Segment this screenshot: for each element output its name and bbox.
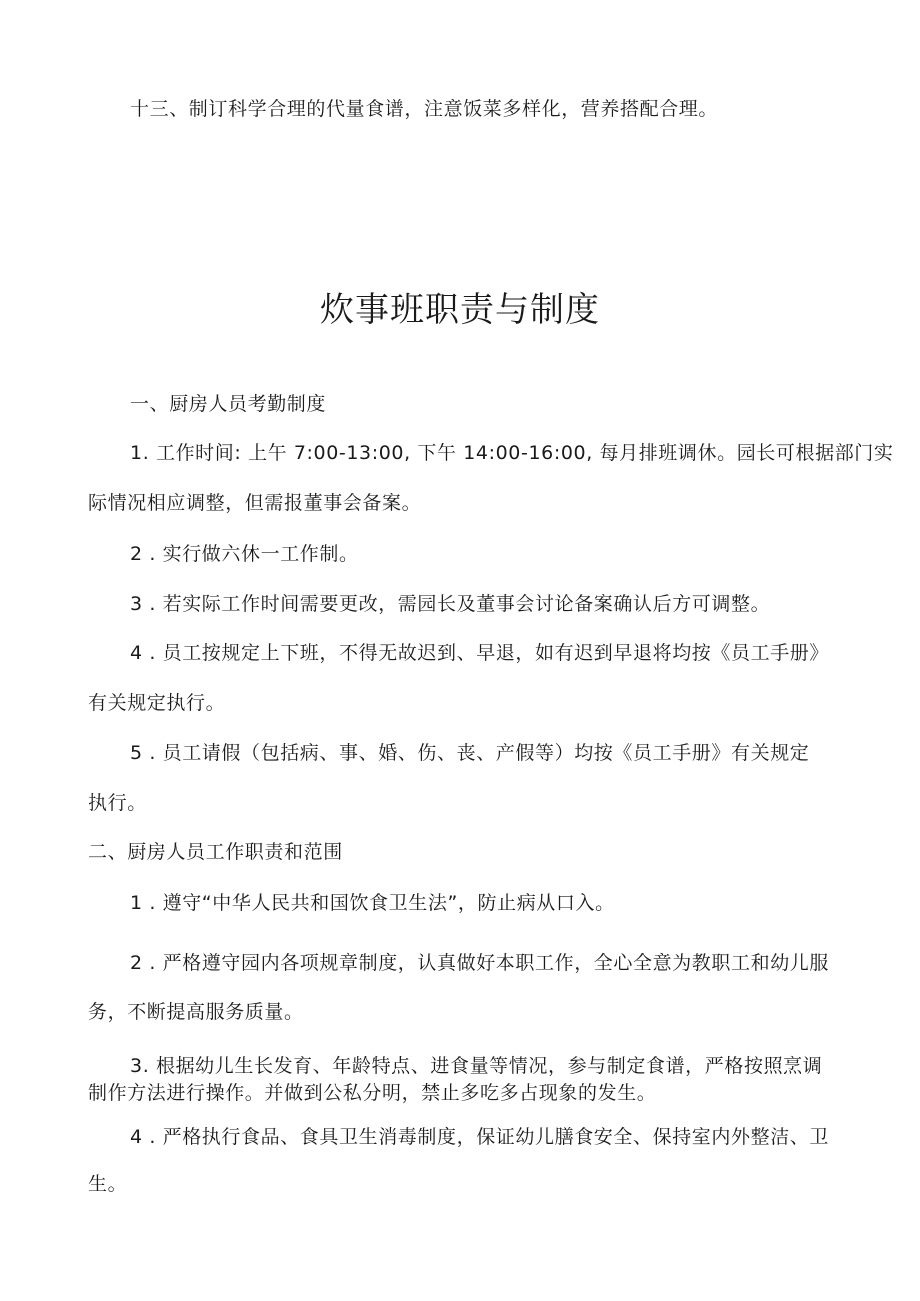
section-1-item-2: 2 . 实行做六休一工作制。 (130, 543, 359, 565)
section-1-item-1-line-2: 际情况相应调整，但需报董事会备案。 (88, 492, 422, 514)
section-1-item-5-line-1: 5 . 员工请假（包括病、事、婚、伤、丧、产假等）均按《员工手册》有关规定 (130, 742, 810, 764)
section-2-item-4-line-1: 4 . 严格执行食品、食具卫生消毒制度，保证幼儿膳食安全、保持室内外整洁、卫 (130, 1126, 830, 1148)
section-2-item-2-line-1: 2 . 严格遵守园内各项规章制度，认真做好本职工作，全心全意为教职工和幼儿服 (130, 952, 830, 974)
section-2-item-2-line-2: 务，不断提高服务质量。 (88, 1001, 304, 1023)
section-1-item-4-line-1: 4 . 员工按规定上下班，不得无故迟到、早退，如有迟到早退将均按《员工手册》 (130, 642, 830, 664)
section-2-item-1: 1 . 遵守“中华人民共和国饮食卫生法”，防止病从口入。 (130, 892, 615, 914)
section-2-heading: 二、厨房人员工作职责和范围 (88, 841, 343, 863)
section-2-item-3-line-2: 制作方法进行操作。并做到公私分明，禁止多吃多占现象的发生。 (88, 1082, 657, 1104)
section-1-heading: 一、厨房人员考勤制度 (130, 393, 327, 415)
section-2-item-4-line-2: 生。 (88, 1173, 128, 1195)
intro-item-13: 十三、制订科学合理的代量食谱，注意饭菜多样化，营养搭配合理。 (130, 98, 719, 120)
section-1-item-4-line-2: 有关规定执行。 (88, 692, 226, 714)
page-title: 炊事班职责与制度 (320, 290, 600, 330)
section-1-item-5-line-2: 执行。 (88, 792, 147, 814)
section-1-item-3: 3 . 若实际工作时间需要更改，需园长及董事会讨论备案确认后方可调整。 (130, 593, 771, 615)
section-1-item-1-line-1: 1. 工作时间: 上午 7:00-13:00, 下午 14:00-16:00, 每月排班调休。园长可根据部门实 (130, 442, 894, 464)
section-2-item-3-line-1: 3. 根据幼儿生长发育、年龄特点、进食量等情况，参与制定食谱，严格按照烹调 (130, 1055, 823, 1077)
